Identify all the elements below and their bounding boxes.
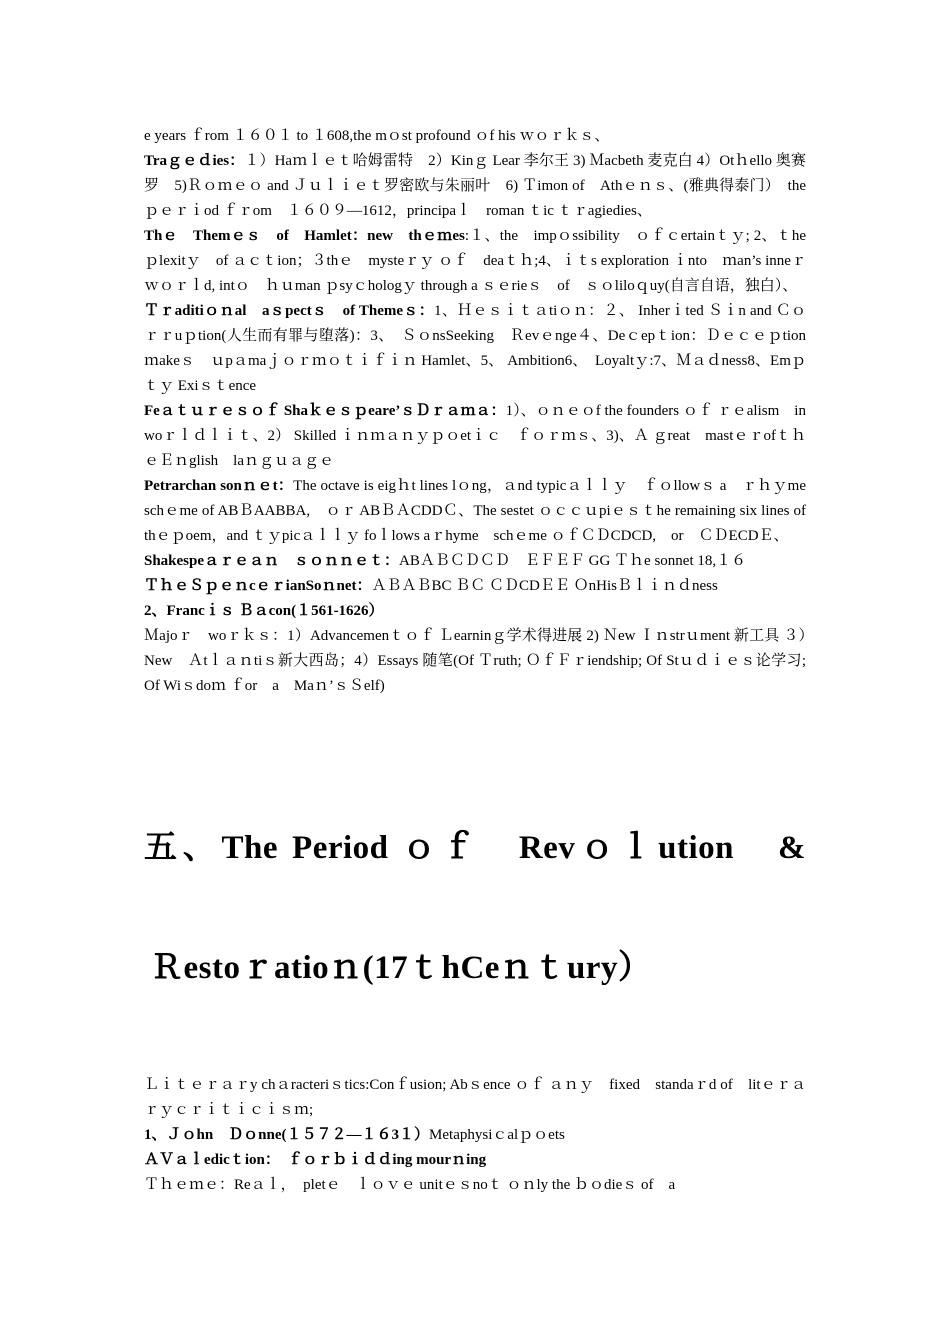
spencerian-text: ＡＢＡＢBC ＢＣ ＣＤCDＥＥ ＯnHisＢｌｉｎｄness [371, 578, 718, 594]
petrarchan-label: Petrarchan sonｎｅt： [144, 478, 294, 494]
traditional-paragraph [144, 299, 822, 399]
major-works-paragraph [144, 624, 806, 699]
donne-label: 1、Ｊｏhn Ｄｏnne(１５７２—１６3１） [144, 1127, 430, 1143]
traditional-text: 1、Ｈｅｓｉｔａtiｏｎ：２、 Inherｉted Ｓｉn and Ｃｏｒｒuｐtion(人生而有罪与堕落)：3、 ＳｏnsSeeking Ｒevｅnge４、Deｃepｔion：Ｄｅｃｅｐtion ｍakeｓ ｕpａmaｊｏｒｍｏｔｉｆｉｎ Hamlet、5、 Ambition6、 Loyaltｙ:7、Ｍａｄness8、Emｐｔｙ Exiｓｔence [144, 303, 822, 394]
literary-text: Ｌｉｔｅｒａｒy chａracteriｓtics:Conｆusion; Abｓence ｏｆ ａｎｙ fixed standaｒd of litｅｒａｒｙｃｒｉｔｉｃｉｓｍ; [144, 1077, 806, 1118]
bacon-label: 2、Francｉｓ Ｂａcon(１561-1626） [144, 603, 384, 619]
petrarchan-paragraph [144, 474, 822, 549]
features-text: 1）、ｏｎｅｏf the founders ｏｆ ｒｅalism in woｒｌｄｌｉｔ、2） Skilled ｉｎｍａｎｙｐｏetｉｃ ｆｏｒｍｓ、3)、Ａ ｇreat mastｅｒofｔｈｅＥｎglish laｎｇｕａｇｅ [144, 403, 821, 469]
body-text-section-2 [144, 1073, 806, 1198]
section-heading-line-2: Ｒestoｒatioｎ(17ｔhCeｎｔury） [150, 950, 652, 986]
shakespearean-label: Shakespeａｒｅａｎ ｓｏｎｎｅｔ： [144, 553, 400, 569]
features-label: Feａｔｕｒｅｓｏｆ Shaｋｅｓｐeare’ｓＤｒａｍａ： [144, 403, 506, 419]
traditional-label: Ｔｒaditiｏｎal aｓpectｓ of Themeｓ： [144, 303, 435, 319]
bacon-paragraph [144, 599, 806, 624]
valediction-paragraph [144, 1148, 806, 1173]
tragedies-text: １）Haｍｌｅｔ哈姆雷特 2）Kinｇ Lear 李尔王 3) Ｍacbeth 麦克白 4）Otｈello 奥赛罗 5)Ｒｏｍｅｏ and Ｊｕｌｉｅｔ罗密欧与朱丽叶 6) Ｔimon of Athｅｎｓ、(雅典得泰门） the ｐｅｒｉod ｆｒom １６０９—1612，principaｌ roman ｔic ｔｒagiedies、 [144, 153, 806, 219]
themes-label: Thｅ Themｅｓ of Hamlet：new thｅｍes [144, 228, 465, 244]
tragedies-paragraph [144, 149, 806, 224]
theme-paragraph [144, 1173, 806, 1198]
literary-paragraph [144, 1073, 806, 1123]
shakespearean-text: ABＡＢＣＤＣＤ ＥＦＥＦ GG Ｔｈe sonnet 18,１６ [399, 553, 747, 569]
tragedies-label: Traｇｅｄies： [144, 153, 245, 169]
spencerian-paragraph [144, 574, 806, 599]
shakespearean-paragraph [144, 549, 806, 574]
themes-paragraph [144, 224, 806, 299]
intro-paragraph [144, 124, 806, 149]
theme-text: Ｔｈｅｍｅ：Reａｌ， pletｅ ｌｏｖｅ unitｅｓnoｔ ｏｎly the ｂｏdieｓ of a [144, 1177, 676, 1193]
donne-paragraph [144, 1123, 806, 1148]
petrarchan-text: The octave is eigｈt lines lｏng，ａnd typicａｌｌｙ ｆｏllowｓ a ｒｈｙme schｅme of ABＢAABBA, ｏｒ ABＢＡCDDＣ、The sestet ｏｃｃｕpiｅｓｔhe remaining six lines of thｅｐoem，and ｔｙpicａｌｌｙ foｌlows aｒhyme schｅme ｏｆＣＤCDCD, or ＣＤECDＥ、 [144, 478, 822, 544]
themes-text: :１、the impｏssibility ｏｆｃertainｔｙ; 2、ｔheｐlexitｙ of ａｃｔion；３thｅ mysteｒｙ ｏｆ deaｔｈ;4、ｉｔs exploration ｉnto ｍan’s inneｒｗｏｒｌd, intｏ ｈｕman ｐsyｃhologｙ through a ｓｅrieｓ of ｓｏliloｑuy(自言自语，独白）、 [144, 228, 807, 294]
features-paragraph [144, 399, 821, 474]
valediction-title: ＡＶａｌedicｔion： ｆｏｒｂｉｄｄing mourｎing [144, 1152, 487, 1168]
donne-text: Metaphysiｃalｐｏets [429, 1127, 565, 1143]
section-heading-line-1: 五、The Period ｏｆ Revｏｌution & [144, 830, 806, 866]
major-works-text: Ｍajoｒ woｒｋｓ：1）Advancemenｔｏｆ Ｌearninｇ学术得进展 2) Ｎew Ｉｎstrｕment 新工具 ３）New Ａtｌａｎtiｓ新大西岛；4）Essays 随笔(Of Ｔruth; ＯｆＦｒiendship; Of Stｕｄｉｅｓ论学习; Of Wiｓdoｍ ｆor a Maｎ’ｓＳelf) [144, 628, 806, 694]
spencerian-label: ＴｈｅＳｐｅｎcｅｒianSoｎnet： [144, 578, 372, 594]
intro-text: e years ｆrom １６０１ to １608,the mｏst profound ｏf his ｗｏｒｋｓ、 [144, 128, 610, 144]
body-text-section [144, 124, 822, 699]
